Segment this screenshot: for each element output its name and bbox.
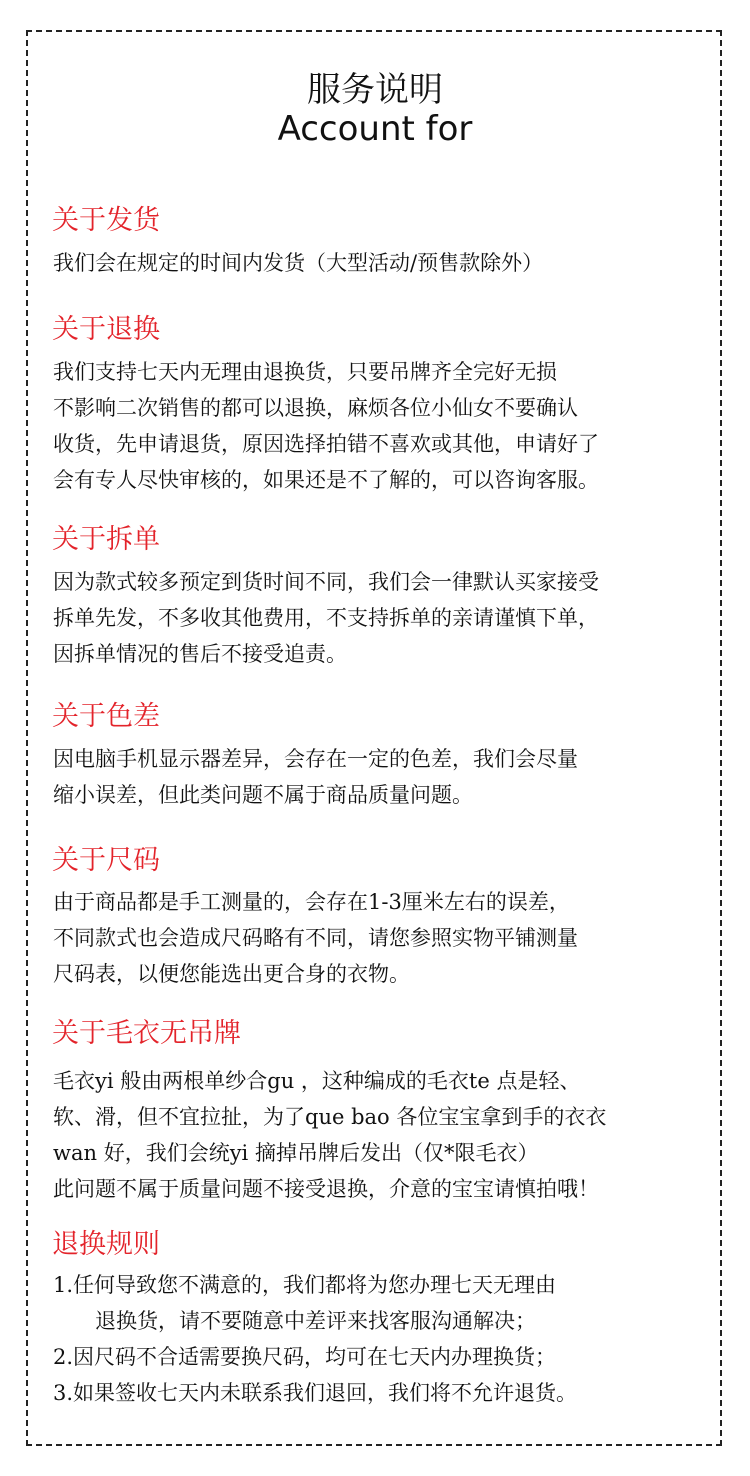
rule-item-3: 3.如果签收七天内未联系我们退回，我们将不允许退货。 [53,1381,578,1405]
text-line: 因电脑手机显示器差异，会存在一定的色差，我们会尽量 [53,747,578,771]
text-line: 尺码表，以便您能选出更合身的衣物。 [53,962,410,986]
text-line: 因拆单情况的售后不接受追责。 [53,642,347,666]
text-line: 我们支持七天内无理由退换货，只要吊牌齐全完好无损 [53,360,557,384]
text-line: 不同款式也会造成尺码略有不同，请您参照实物平铺测量 [53,926,578,950]
page-title-en: Account for [277,109,473,149]
section-body-split-orders [53,564,713,672]
text-line: wan 好，我们会统yi 摘掉吊牌后发出（仅*限毛衣） [53,1141,539,1165]
rule-item-2: 2.因尺码不合适需要换尺码，均可在七天内办理换货； [53,1345,557,1369]
rule-item-1: 1.任何导致您不满意的，我们都将为您办理七天无理由 [53,1273,557,1297]
section-body-shipping [53,245,713,281]
text-line: 拆单先发，不多收其他费用，不支持拆单的亲请谨慎下单， [53,606,599,630]
text-line: 因为款式较多预定到货时间不同，我们会一律默认买家接受 [53,570,599,594]
rule-item-1-continued: 退换货，请不要随意中差评来找客服沟通解决； [95,1309,536,1333]
section-body-returns [53,354,713,498]
section-body-return-rules [53,1267,713,1411]
section-body-sizing [53,884,713,992]
section-heading-split-orders: 关于拆单 [52,524,160,555]
text-line: 收货，先申请退货，原因选择拍错不喜欢或其他，申请好了 [53,432,599,456]
text-line: 此问题不属于质量问题不接受退换，介意的宝宝请慎拍哦！ [53,1177,599,1201]
text-line: 我们会在规定的时间内发货（大型活动/预售款除外） [53,251,544,275]
text-line: 由于商品都是手工测量的，会存在1-3厘米左右的误差， [53,890,570,914]
section-heading-return-rules: 退换规则 [52,1229,160,1260]
section-body-sweater-tags [53,1063,713,1207]
section-heading-color-difference: 关于色差 [52,701,160,732]
text-line: 软、滑，但不宜拉扯，为了que bao 各位宝宝拿到手的衣衣 [53,1105,607,1129]
section-heading-returns: 关于退换 [52,314,160,345]
section-heading-shipping: 关于发货 [52,205,160,236]
section-heading-sizing: 关于尺码 [52,845,160,876]
text-line: 毛衣yi 般由两根单纱合gu ，这种编成的毛衣te 点是轻、 [53,1069,581,1093]
text-line: 会有专人尽快审核的，如果还是不了解的，可以咨询客服。 [53,468,599,492]
page-title-cn: 服务说明 [307,70,443,110]
text-line: 缩小误差，但此类问题不属于商品质量问题。 [53,783,473,807]
section-heading-sweater-tags: 关于毛衣无吊牌 [52,1018,241,1049]
section-body-color-difference [53,741,713,813]
text-line: 不影响二次销售的都可以退换，麻烦各位小仙女不要确认 [53,396,578,420]
